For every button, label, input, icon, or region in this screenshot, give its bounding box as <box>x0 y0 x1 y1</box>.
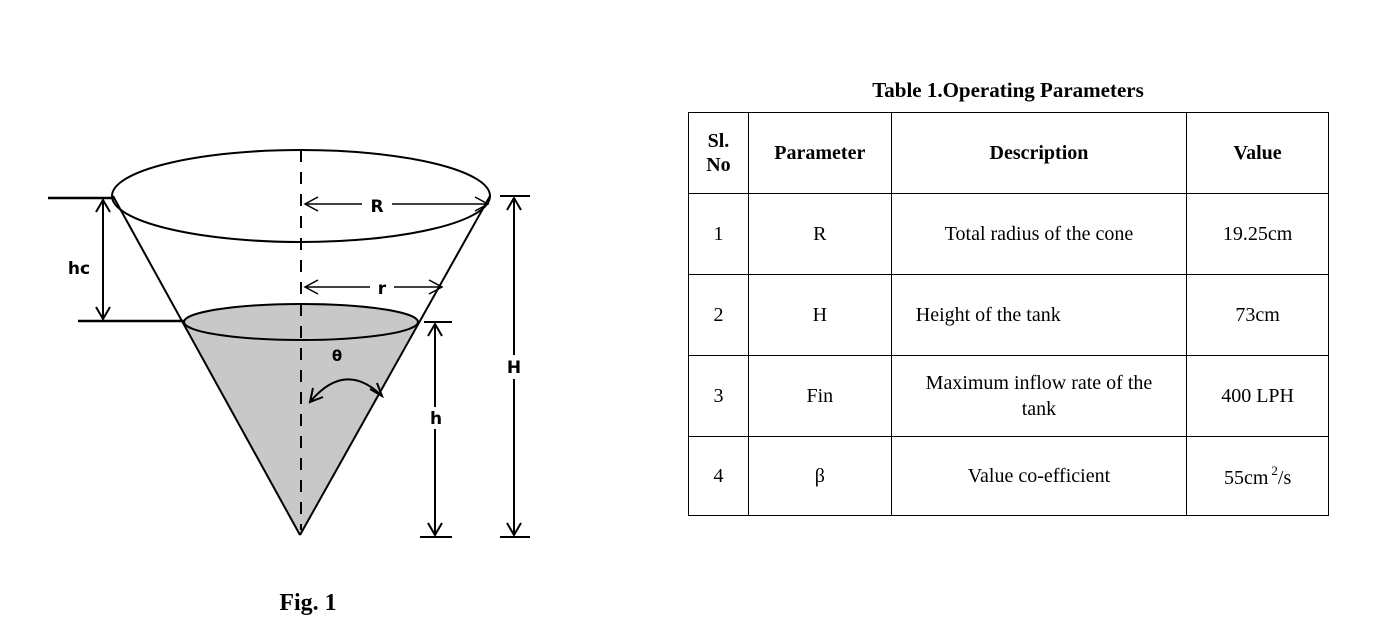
cone-diagram <box>0 0 640 636</box>
header-description: Description <box>891 113 1186 194</box>
cell-description: Total radius of the cone <box>891 194 1186 275</box>
angle-label: θ <box>331 347 343 365</box>
cell-value: 73cm <box>1187 275 1329 356</box>
cell-sl: 2 <box>689 275 749 356</box>
table-row <box>689 275 1329 356</box>
figure-caption: Fig. 1 <box>279 590 337 616</box>
cell-sl: 3 <box>689 356 749 437</box>
operating-parameters-table <box>688 112 1329 516</box>
table-title: Table 1.Operating Parameters <box>872 78 1144 102</box>
liquid-height-label: h <box>429 409 443 429</box>
value-main: 55cm <box>1223 466 1269 489</box>
header-parameter: Parameter <box>748 113 891 194</box>
table-row <box>689 356 1329 437</box>
cell-description: Height of the tank <box>891 275 1186 356</box>
cell-parameter: R <box>748 194 891 275</box>
total-height-label: H <box>506 358 522 378</box>
cell-sl: 4 <box>689 437 749 516</box>
cell-description: Maximum inflow rate of the tank <box>891 356 1186 437</box>
radius-small-label: r <box>377 279 387 299</box>
table-row <box>689 437 1329 516</box>
value-tail: /s <box>1277 466 1292 489</box>
cell-parameter: H <box>748 275 891 356</box>
cell-parameter: Fin <box>748 356 891 437</box>
radius-big-label: R <box>370 197 384 217</box>
cell-value: 400 LPH <box>1187 356 1329 437</box>
value-superscript: 2 <box>1271 462 1278 478</box>
table-row <box>689 194 1329 275</box>
cell-sl: 1 <box>689 194 749 275</box>
cone-tank-figure <box>0 0 640 636</box>
cell-value: 19.25cm <box>1187 194 1329 275</box>
clearance-label: hc <box>67 259 91 279</box>
cell-description: Value co-efficient <box>891 437 1186 516</box>
table-header-row <box>689 113 1329 194</box>
header-sl-no: Sl. No <box>689 113 749 194</box>
header-value: Value <box>1187 113 1329 194</box>
cell-value <box>1187 437 1329 516</box>
cell-parameter: β <box>748 437 891 516</box>
